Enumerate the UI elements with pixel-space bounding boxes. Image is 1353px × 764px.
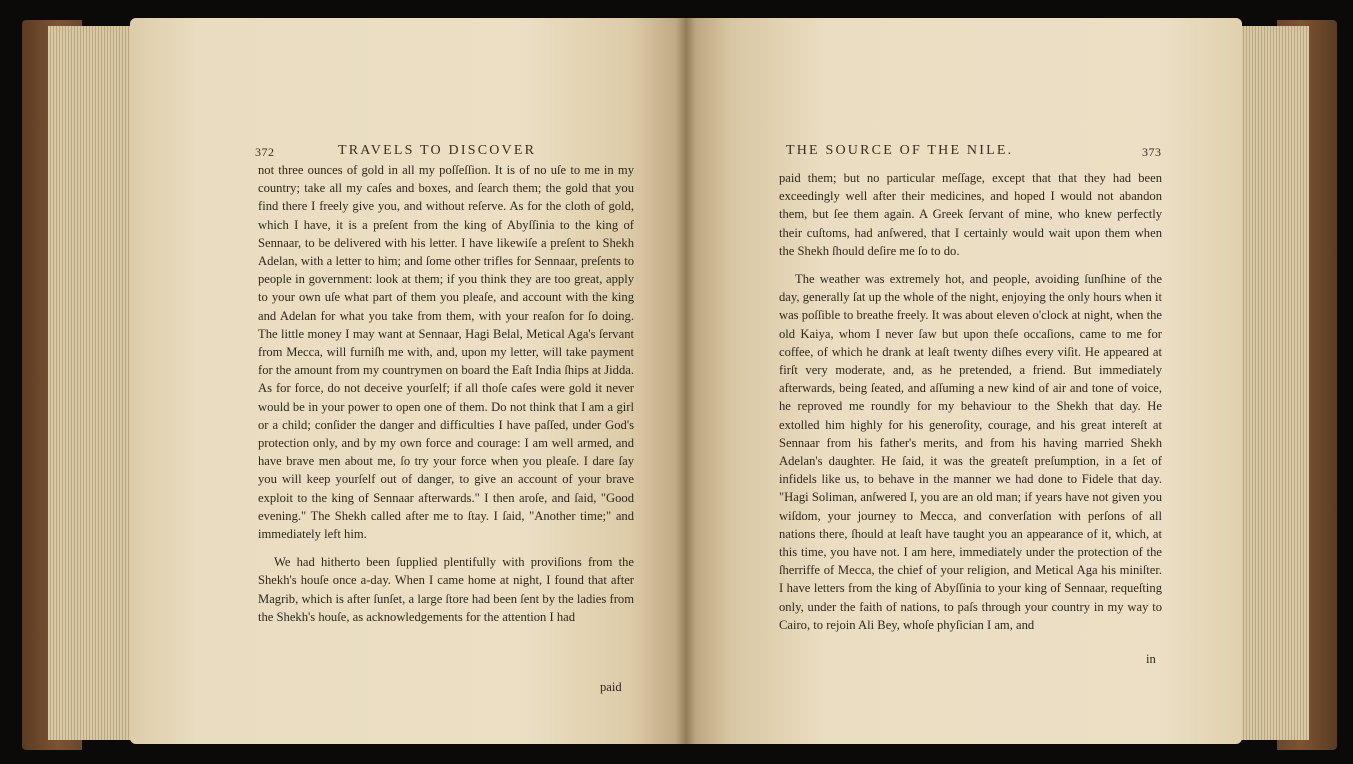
right-page-number: 373 <box>1142 145 1162 159</box>
left-page-number: 372 <box>255 145 275 159</box>
right-running-head: THE SOURCE OF THE NILE. <box>786 143 1014 158</box>
right-paragraph-1: paid them; but no particular meſſage, except that that they had been exceedingly well after their medicines, and hoped I would not abandon them, but ſee them again. A Greek ſervant of mine, who knew perfectly their cuſtoms, had anſwered, that I certainly would wait upon them when the Shekh ſhould deſire me ſo to do. <box>779 171 1162 258</box>
left-paragraph-1: not three ounces of gold in all my poſſeſſion. It is of no uſe to me in my country; take all my caſes and boxes, and ſearch them; the gold that you find there I freely give you, and without reſerve. As for the cloth of gold, which I have, it is a preſent from the king of Abyſſinia to the king of Sennaar, to be delivered with his letter. I have likewiſe a preſent to Shekh Adelan, with a letter to him; and ſome other trifles for Sennaar, preſents to people in government: look at them; if you think they are too great, apply to your own uſe what part of them you pleaſe, and account with the king and Adelan for what you take from them, with your reaſon for ſo doing. The little money I may want at Sennaar, Hagi Belal, Metical Aga's ſervant from Mecca, will furniſh me with, and, upon my letter, will take payment for the amount from my countrymen on board the Eaſt India ſhips at Jidda. As for force, do not deceive yourſelf; if all thoſe caſes were gold it never would be in your power to open one of them. Do not think that I am a girl or a child; conſider the danger and difficulties I have paſſed, under God's protection only, and by my own force and courage: I am well armed, and have brave men about me, ſo try your force when you pleaſe. I dare ſay you will keep yourſelf out of danger, to give an account of your brave exploit to the king of Sennaar afterwards." I then aroſe, and ſaid, "Good evening." The Shekh called after me to ſtay. I ſaid, "Another time;" and immediately left him. <box>258 163 634 542</box>
left-catchword: paid <box>600 680 622 694</box>
book-gutter <box>676 18 696 744</box>
right-page-body <box>779 169 1162 634</box>
left-running-head: TRAVELS TO DISCOVER <box>338 143 537 158</box>
left-page-body <box>258 161 634 626</box>
right-catchword: in <box>1146 652 1156 666</box>
right-paragraph-2: The weather was extremely hot, and people, avoiding ſunſhine of the day, generally ſat up the whole of the night, enjoying the only hours when it was poſſible to breathe freely. It was about eleven o'clock at night, when the old Kaiya, whom I never ſaw but upon theſe occaſions, came to me for coffee, of which he drank at leaſt twenty diſhes every viſit. He appeared at firſt very moderate, and, as he pretended, a friend. But immediately afterwards, being ſeated, and aſſuming a new kind of air and tone of voice, he reproved me roundly for my behaviour to the Shekh that day. He extolled him highly for his generoſity, courage, and his great intereſt at Sennaar from his father's merits, and from his having married Shekh Adelan's daughter. He ſaid, it was the greateſt preſumption, in a ſet of infidels like us, to behave in the manner we had done to Fidele that day. "Hagi Soliman, anſwered I, you are an old man; if years have not given you wiſdom, your journey to Mecca, and converſation with perſons of all nations there, ſhould at leaſt have taught you an appearance of it, which, at this time, you have not. I am here, immediately under the protection of the ſherriffe of Mecca, the chief of your religion, and Metical Aga his miniſter. I have letters from the king of Abyſſinia to your king of Sennaar, requeſting only, under the faith of nations, to paſs through your country in my way to Cairo, to rejoin Ali Bey, whoſe phyſician I am, and <box>779 272 1162 632</box>
page-edges-left <box>48 26 140 740</box>
left-paragraph-2: We had hitherto been ſupplied plentifully with proviſions from the Shekh's houſe once a-day. When I came home at night, I found that after Magrib, which is after ſunſet, a large ſtore had been ſent by the ladies from the Shekh's houſe, as acknowledgements for the attention I had <box>258 555 634 624</box>
